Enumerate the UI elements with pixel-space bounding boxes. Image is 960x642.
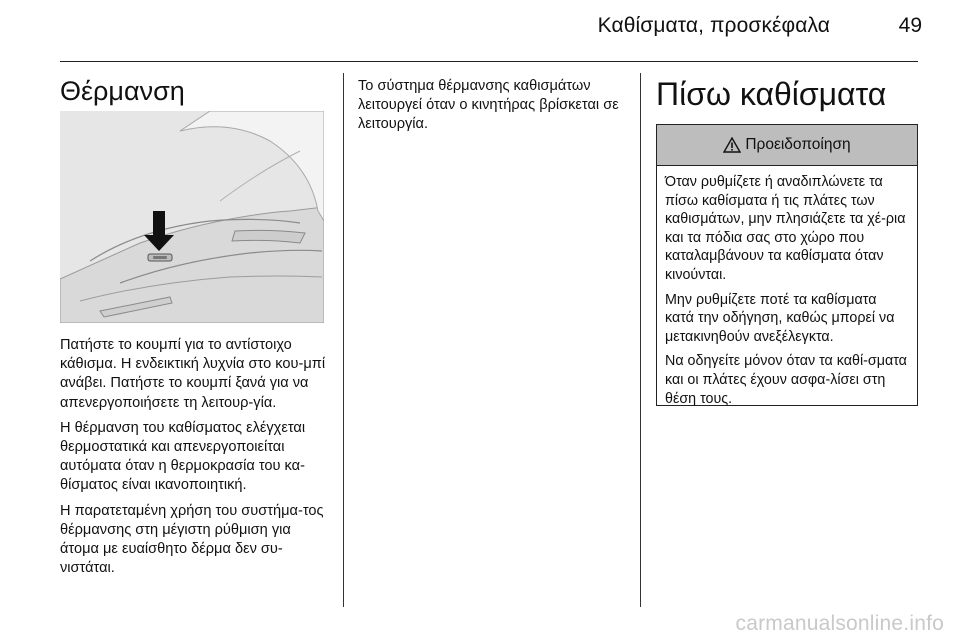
column-divider-2: [640, 73, 641, 607]
page-number: 49: [898, 14, 922, 37]
header-title: Καθίσματα, προσκέφαλα: [597, 14, 830, 37]
warning-triangle-icon: [723, 137, 741, 153]
paragraph: Πατήστε το κουμπί για το αντίστοιχο κάθισμα. Η ενδεικτική λυχνία στο κου-μπί ανάβει. Πατήστε το κουμπί ξανά για να απενεργοποιήσετε τη λειτουρ-γία.: [60, 337, 326, 411]
section-title-rear-seats: Πίσω καθίσματα: [656, 76, 887, 112]
heating-text-continued: [358, 77, 628, 141]
heating-text: [60, 336, 332, 584]
header-rule: [60, 61, 918, 62]
paragraph: Η θέρμανση του καθίσματος ελέγχεται θερμοστατικά και απενεργοποιείται αυτόματα όταν η θερμοκρασία του κα-θίσματος είναι ικανοποιητική.: [60, 419, 306, 494]
paragraph: Η παρατεταμένη χρήση του συστήμα-τος θέρμανσης στη μέγιστη ρύθμιση για άτομα με ευαίσθητο δέρμα δεν συ-νιστάται.: [60, 502, 324, 577]
warning-heading-text: Προειδοποίηση: [745, 136, 851, 153]
column-divider-1: [343, 73, 344, 607]
paragraph: Όταν ρυθμίζετε ή αναδιπλώνετε τα πίσω καθίσματα ή τις πλάτες των καθισμάτων, μην πλησιάζετε τα χέ-ρια και τα πόδια σας στο χώρο που καταλαμβάνουν τα καθίσματα όταν κινούνται.: [665, 174, 906, 283]
paragraph: Μην ρυθμίζετε ποτέ τα καθίσματα κατά την οδήγηση, καθώς μπορεί να μετακινηθούν ανεξέλεγκτα.: [665, 291, 895, 345]
seat-heating-illustration: [60, 111, 324, 323]
warning-box: [656, 124, 918, 406]
warning-body: [657, 166, 917, 408]
section-title-heating: Θέρμανση: [60, 76, 185, 106]
warning-heading: [657, 125, 917, 166]
paragraph: Το σύστημα θέρμανσης καθισμάτων λειτουργεί όταν ο κινητήρας βρίσκεται σε λειτουργία.: [358, 78, 619, 133]
paragraph: Να οδηγείτε μόνον όταν τα καθί-σματα και οι πλάτες έχουν ασφα-λίσει στη θέση τους.: [665, 353, 907, 407]
seat-drawing: [60, 111, 324, 323]
watermark: carmanualsonline.info: [735, 612, 944, 635]
